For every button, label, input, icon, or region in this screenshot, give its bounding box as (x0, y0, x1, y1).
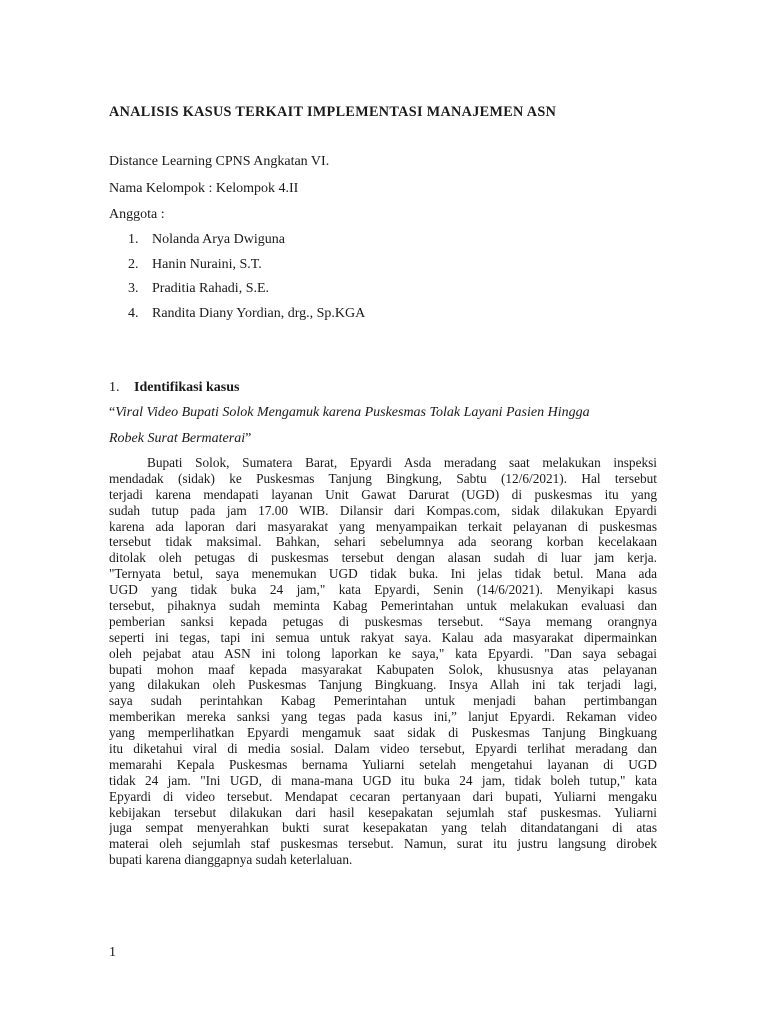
open-quote-mark: “ (109, 405, 116, 420)
member-name: Nolanda Arya Dwiguna (152, 232, 285, 247)
close-quote-mark: ” (245, 431, 252, 446)
section-number: 1. (109, 380, 120, 395)
section-label: Identifikasi kasus (134, 380, 240, 395)
paragraph-line: saya sudah perintahkan Kabag Pemerintahan untuk menjadi bahan pertimbangan (109, 693, 657, 709)
page-number: 1 (109, 945, 116, 960)
paragraph-line: mendadak (sidak) ke Puskesmas Tanjung Bingkung, Sabtu (12/6/2021). Hal tersebut (109, 470, 657, 486)
member-number: 4. (128, 306, 139, 321)
course-line: Distance Learning CPNS Angkatan VI. (109, 154, 330, 169)
members-label: Anggota : (109, 207, 165, 222)
paragraph-line: memberikan mereka sanksi yang tegas pada kasus ini,” lanjut Epyardi. Rekaman video (109, 709, 657, 725)
paragraph-line: yang dilakukan oleh Puskesmas Tanjung Bingkuang. Insya Allah ini tak terjadi lagi, (109, 677, 657, 693)
paragraph-line: oleh pejabat atau ASN ini tolong laporkan ke saya," kata Epyardi. "Dan saya sebagai (109, 645, 657, 661)
paragraph-line: materai oleh sejumlah staf puskesmas tersebut. Namun, surat itu justru langsung dirobek (109, 836, 657, 852)
paragraph-line: juga sempat menyerahkan bukti surat kesepakatan yang telah ditandatangani di atas (109, 820, 657, 836)
document-title: ANALISIS KASUS TERKAIT IMPLEMENTASI MANAJEMEN ASN (109, 104, 557, 120)
paragraph-line: seperti ini tegas, tapi ini semua untuk rakyat saya. Kalau ada masyarakat dipermainkan (109, 629, 657, 645)
paragraph-line: Epyardi di video tersebut. Mendapat cecaran pertanyaan dari bupati, Yuliarni mengaku (109, 788, 657, 804)
case-headline-line-2 (109, 431, 251, 447)
paragraph-line: bupati karena dianggapnya sudah keterlaluan. (109, 852, 353, 868)
paragraph-line: pemberian sanksi kepada petugas di puskesmas tersebut. “Saya memang orangnya (109, 613, 657, 629)
paragraph-line: UGD yang tidak buka 24 jam," kata Epyardi, Senin (14/6/2021). Menyikapi kasus (109, 582, 657, 598)
paragraph-line: itu diketahui viral di media sosial. Dalam video tersebut, Epyardi terlihat meradang dan (109, 741, 657, 757)
member-number: 3. (128, 281, 139, 296)
member-name: Hanin Nuraini, S.T. (152, 257, 262, 272)
paragraph-line: terjadi karena mendapati layanan Unit Gawat Darurat (UGD) di puskesmas itu yang (109, 486, 657, 502)
member-number: 1. (128, 232, 139, 247)
paragraph-line: "Ternyata betul, saya menemukan UGD tidak buka. Ini jelas tidak betul. Mana ada (109, 566, 657, 582)
paragraph-line: yang memperlihatkan Epyardi mengamuk saat sidak di Puskesmas Tanjung Bingkuang (109, 725, 657, 741)
paragraph-line: bupati mohon maaf kepada masyarakat Kabupaten Solok, khususnya atas pelayanan (109, 661, 657, 677)
paragraph-line: karena ada laporan dari masyarakat yang menyampaikan terkait pelayanan di puskesmas (109, 518, 657, 534)
paragraph-line: tersebut, pihaknya sudah meminta Kabag Pemerintahan untuk melakukan evaluasi dan (109, 598, 657, 614)
case-headline-text-1: Viral Video Bupati Solok Mengamuk karena Puskesmas Tolak Layani Pasien Hingga (115, 405, 590, 420)
member-name: Praditia Rahadi, S.E. (152, 281, 270, 296)
paragraph-line: tidak 24 jam. "Ini UGD, di mana-mana UGD itu buka 24 jam, tidak boleh tutup," kata (109, 772, 657, 788)
paragraph-line: ditolak oleh petugas di puskesmas tersebut dengan alasan sudah di luar jam kerja. (109, 550, 657, 566)
paragraph-line: sudah tutup pada jam 17.00 WIB. Dilansir dari Kompas.com, sidak dilakukan Epyardi (109, 502, 657, 518)
paragraph-line: memarahi Kepala Puskesmas bernama Yuliarni setelah mengetahui layanan di UGD (109, 756, 657, 772)
paragraph-line: tersebut tidak maksimal. Bahkan, sehari sebelumnya ada seorang korban kecelakaan (109, 534, 657, 550)
member-number: 2. (128, 257, 139, 272)
paragraph-line: Bupati Solok, Sumatera Barat, Epyardi Asda meradang saat melakukan inspeksi (147, 455, 657, 470)
case-description-paragraph (109, 455, 657, 868)
paragraph-line: kebijakan tersebut dilakukan dari hasil kesepakatan sejumlah staf puskesmas. Yuliarni (109, 804, 657, 820)
group-line: Nama Kelompok : Kelompok 4.II (109, 181, 299, 196)
member-name: Randita Diany Yordian, drg., Sp.KGA (152, 306, 366, 321)
case-headline-text-2: Robek Surat Bermaterai (109, 431, 246, 446)
case-headline-line-1 (109, 405, 590, 421)
